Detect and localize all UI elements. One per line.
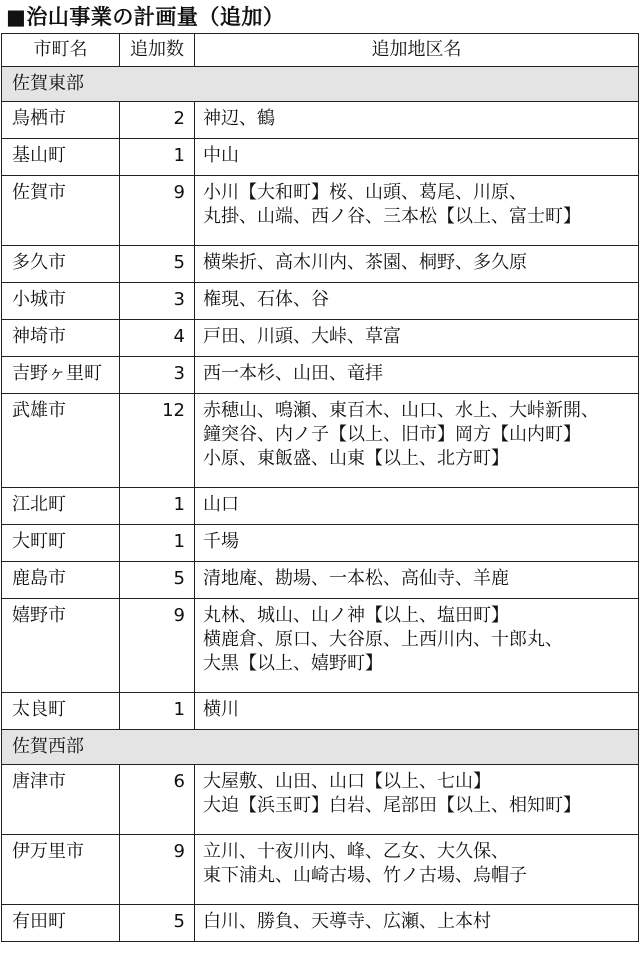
header-municipality: 市町名 [2,34,120,67]
areas-cell [195,320,639,357]
table-row [2,765,639,835]
region-label: 佐賀西部 [2,730,639,765]
area-line: 千場 [203,531,239,552]
area-line: 立川、十夜川内、峰、乙女、大久保、 [203,841,509,862]
municipality-cell: 嬉野市 [2,599,120,693]
table-row [2,693,639,730]
municipality-cell: 江北町 [2,488,120,525]
table-row [2,139,639,176]
table-row [2,488,639,525]
area-line: 横鹿倉、原口、大谷原、上西川内、十郎丸、 [203,629,563,650]
table-row [2,525,639,562]
area-line: 丸掛、山端、西ノ谷、三本松【以上、富士町】 [203,206,581,227]
areas-cell [195,693,639,730]
areas-cell [195,394,639,488]
area-line: 横川 [203,699,239,720]
count-cell: 9 [120,835,195,905]
municipality-cell: 有田町 [2,905,120,942]
areas-cell [195,562,639,599]
area-line: 大黒【以上、嬉野町】 [203,653,383,674]
table-row [2,357,639,394]
count-cell: 5 [120,905,195,942]
municipality-cell: 多久市 [2,246,120,283]
area-line: 山口 [203,494,239,515]
count-cell: 5 [120,562,195,599]
area-line: 神辺、鶴 [203,108,275,129]
areas-cell [195,246,639,283]
area-line: 清地庵、勘場、一本松、高仙寺、羊鹿 [203,568,509,589]
municipality-cell: 大町町 [2,525,120,562]
table-row [2,562,639,599]
area-line: 白川、勝負、天導寺、広瀬、上本村 [203,911,491,932]
areas-cell [195,139,639,176]
header-areas: 追加地区名 [195,34,639,67]
municipality-cell: 鹿島市 [2,562,120,599]
table-row [2,905,639,942]
municipality-cell: 伊万里市 [2,835,120,905]
count-cell: 1 [120,139,195,176]
area-line: 権現、石体、谷 [203,289,329,310]
table-row [2,320,639,357]
municipality-cell: 佐賀市 [2,176,120,246]
municipality-cell: 基山町 [2,139,120,176]
header-row [2,34,639,67]
count-cell: 1 [120,488,195,525]
count-cell: 6 [120,765,195,835]
areas-cell [195,176,639,246]
region-row [2,67,639,102]
municipality-cell: 小城市 [2,283,120,320]
table-row [2,102,639,139]
table-row [2,599,639,693]
count-cell: 2 [120,102,195,139]
count-cell: 1 [120,525,195,562]
count-cell: 4 [120,320,195,357]
municipality-cell: 唐津市 [2,765,120,835]
municipality-cell: 神埼市 [2,320,120,357]
count-cell: 1 [120,693,195,730]
municipality-cell: 鳥栖市 [2,102,120,139]
areas-cell [195,525,639,562]
count-cell: 3 [120,283,195,320]
areas-cell [195,357,639,394]
area-line: 大迫【浜玉町】白岩、尾部田【以上、相知町】 [203,795,581,816]
region-row [2,730,639,765]
area-line: 丸林、城山、山ノ神【以上、塩田町】 [203,605,509,626]
area-line: 横柴折、高木川内、茶園、桐野、多久原 [203,252,527,273]
count-cell: 12 [120,394,195,488]
areas-cell [195,599,639,693]
area-line: 東下浦丸、山崎古場、竹ノ古場、烏帽子 [203,865,527,886]
table-row [2,246,639,283]
area-line: 赤穂山、鳴瀬、東百木、山口、水上、大峠新開、 [203,400,599,421]
municipality-cell: 武雄市 [2,394,120,488]
areas-cell [195,835,639,905]
area-line: 西一本杉、山田、竜拝 [203,363,383,384]
region-label: 佐賀東部 [2,67,639,102]
forest-conservation-table [1,33,639,942]
areas-cell [195,488,639,525]
count-cell: 9 [120,176,195,246]
areas-cell [195,102,639,139]
count-cell: 9 [120,599,195,693]
count-cell: 5 [120,246,195,283]
areas-cell [195,765,639,835]
table-row [2,835,639,905]
table-row [2,283,639,320]
table-row [2,394,639,488]
table-title: ■治山事業の計画量（追加） [6,5,285,29]
area-line: 大屋敷、山田、山口【以上、七山】 [203,771,491,792]
header-count: 追加数 [120,34,195,67]
table-row [2,176,639,246]
area-line: 小原、東飯盛、山東【以上、北方町】 [203,448,509,469]
count-cell: 3 [120,357,195,394]
area-line: 鐘突谷、内ノ子【以上、旧市】岡方【山内町】 [203,424,581,445]
areas-cell [195,283,639,320]
area-line: 小川【大和町】桜、山頭、葛尾、川原、 [203,182,527,203]
municipality-cell: 太良町 [2,693,120,730]
municipality-cell: 吉野ヶ里町 [2,357,120,394]
area-line: 戸田、川頭、大峠、草富 [203,326,401,347]
area-line: 中山 [203,145,239,166]
areas-cell [195,905,639,942]
